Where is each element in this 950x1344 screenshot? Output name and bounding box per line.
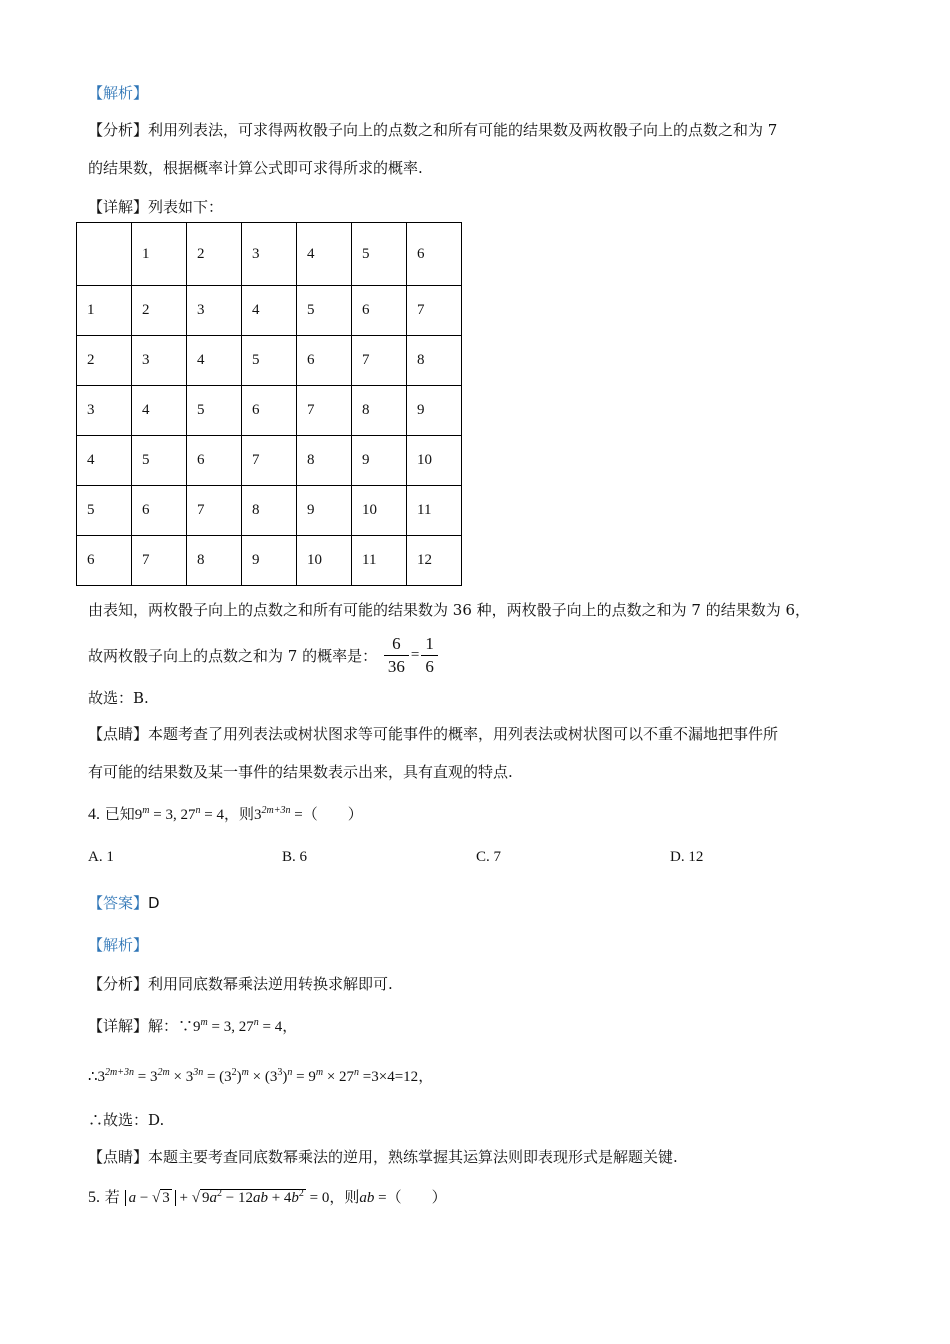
table-cell: 8 — [187, 536, 242, 586]
question-5-stem: 5. 若 a − √ 3 + √ $9a^2 - 12ab + 4b^2 = 0$，则ab =（ ） — [88, 1188, 447, 1206]
table-cell: 9 — [407, 386, 462, 436]
detail-tag: 【详解】 — [88, 198, 149, 216]
analysis-line-1: 【分析】利用列表法，可求得两枚骰子向上的点数之和所有可能的结果数及两枚骰子向上的点数之和为 7 — [88, 121, 778, 139]
answer-line: 【答案】D — [88, 894, 160, 912]
q4-detail: 【详解】解：$\because 9^m = 3$, $27^n = 4$， — [88, 1017, 298, 1035]
table-row — [77, 286, 462, 336]
table-cell: 6 — [77, 536, 132, 586]
table-cell: 10 — [297, 536, 352, 586]
table-row — [77, 536, 462, 586]
table-cell: 4 — [297, 223, 352, 286]
table-cell: 7 — [242, 436, 297, 486]
table-cell: 11 — [352, 536, 407, 586]
fraction-6-36: $\frac{6}{36}$ — [384, 633, 409, 678]
q4-remark: 【点睛】本题主要考查同底数幂乘法的逆用，熟练掌握其运算法则即表现形式是解题关键. — [88, 1148, 678, 1166]
table-cell: 6 — [352, 286, 407, 336]
table-row — [77, 486, 462, 536]
table-cell: 7 — [352, 336, 407, 386]
q4-choice: ∴故选：D. — [88, 1111, 165, 1129]
table-cell: 2 — [132, 286, 187, 336]
table-cell: 4 — [187, 336, 242, 386]
remark-line-2: 有可能的结果数及某一事件的结果数表示出来，具有直观的特点. — [88, 763, 513, 781]
option-d[interactable]: D. 12 — [670, 849, 704, 865]
table-cell: 4 — [77, 436, 132, 486]
remark-line-1: 【点睛】本题考查了用列表法或树状图求等可能事件的概率，用列表法或树状图可以不重不漏地把事件所 — [88, 725, 779, 743]
table-cell: 6 — [407, 223, 462, 286]
table-cell: 8 — [352, 386, 407, 436]
table-cell: 3 — [77, 386, 132, 436]
table-cell: 11 — [407, 486, 462, 536]
table-cell: 7 — [407, 286, 462, 336]
table-cell: 5 — [297, 286, 352, 336]
table-cell: 10 — [407, 436, 462, 486]
table-cell: 7 — [187, 486, 242, 536]
table-cell: 10 — [352, 486, 407, 536]
option-b[interactable]: B. 6 — [282, 849, 308, 865]
table-cell: 12 — [407, 536, 462, 586]
q4-heading-jiexi: 【解析】 — [88, 936, 149, 954]
table-cell: 4 — [242, 286, 297, 336]
table-cell: 9 — [297, 486, 352, 536]
table-row — [77, 436, 462, 486]
q4-analysis: 【分析】利用同底数幂乘法逆用转换求解即可. — [88, 975, 393, 993]
table-cell: 5 — [187, 386, 242, 436]
table-cell: 8 — [407, 336, 462, 386]
table-cell: 1 — [132, 223, 187, 286]
remark-tag: 【点睛】 — [88, 725, 149, 743]
choice-line: 故选：B. — [88, 689, 149, 707]
table-cell: 7 — [132, 536, 187, 586]
table-cell: 3 — [132, 336, 187, 386]
option-a[interactable]: A. 1 — [88, 849, 114, 865]
table-cell: 8 — [242, 486, 297, 536]
table-cell: 4 — [132, 386, 187, 436]
table-row — [77, 336, 462, 386]
table-cell: 5 — [132, 436, 187, 486]
q4-derivation: $\therefore 3^{2m+3n} = 3^{2m} \times 3^{3n} = (3^2)^m \times (3^3)^n = 9^m \times 27^n =3\times 4=12$， — [88, 1067, 434, 1085]
question-4-stem: 4. 已知$9^m = 3$, $27^n = 4$，则$3^{2m+3n}$ =（ ） — [88, 805, 363, 823]
fraction-1-6: $\frac{1}{6}$ — [421, 633, 438, 678]
table-cell: 6 — [297, 336, 352, 386]
detail-intro: 【详解】列表如下： — [88, 198, 224, 216]
table-cell: 8 — [297, 436, 352, 486]
table-cell: 3 — [187, 286, 242, 336]
table-cell: 2 — [187, 223, 242, 286]
answer-value: D — [148, 894, 160, 912]
table-cell: 6 — [242, 386, 297, 436]
table-cell: 9 — [352, 436, 407, 486]
table-cell: 7 — [297, 386, 352, 436]
conclusion-line-2: 故两枚骰子向上的点数之和为 7 的概率是： $\frac{6}{36}$ = $\frac{1}{6}$ — [88, 633, 440, 678]
dice-sum-table — [76, 222, 462, 586]
table-cell: 9 — [242, 536, 297, 586]
analysis-tag: 【分析】 — [88, 121, 149, 139]
option-c[interactable]: C. 7 — [476, 849, 502, 865]
table-cell: 5 — [242, 336, 297, 386]
table-cell: 6 — [132, 486, 187, 536]
table-cell: 6 — [187, 436, 242, 486]
table-header-row — [77, 223, 462, 286]
analysis-line-2: 的结果数，根据概率计算公式即可求得所求的概率. — [88, 159, 423, 177]
table-cell — [77, 223, 132, 286]
conclusion-line-1: 由表知，两枚骰子向上的点数之和所有可能的结果数为 36 种，两枚骰子向上的点数之和为 7 的结果数为 6， — [88, 601, 811, 619]
table-row — [77, 386, 462, 436]
table-cell: 5 — [77, 486, 132, 536]
table-cell: 2 — [77, 336, 132, 386]
table-cell: 5 — [352, 223, 407, 286]
section-heading-jiexi: 【解析】 — [88, 84, 149, 102]
table-cell: 1 — [77, 286, 132, 336]
table-cell: 3 — [242, 223, 297, 286]
